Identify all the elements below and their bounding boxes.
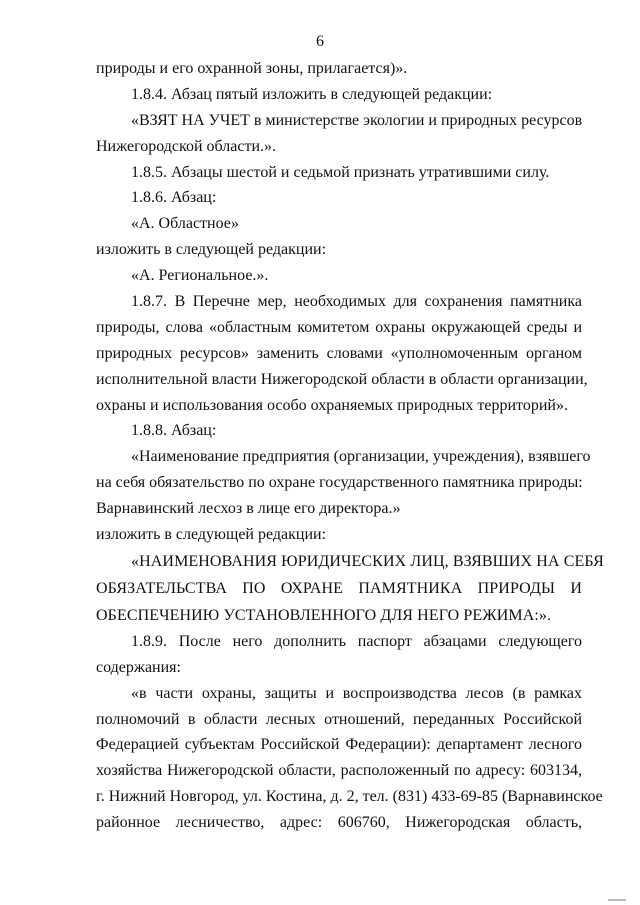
text-line: ОБЕСПЕЧЕНИЮ УСТАНОВЛЕННОГО ДЛЯ НЕГО РЕЖИМА:». — [96, 606, 552, 624]
text-line: Федерацией субъектам Российской Федерации): департамент лесного — [96, 736, 582, 754]
document-body — [96, 56, 604, 836]
text-line: исполнительной власти Нижегородской области в области организации, — [96, 370, 588, 388]
clause-heading: 1.8.4. Абзац пятый изложить в следующей редакции: — [131, 85, 493, 103]
text-line: районное лесничество, адрес: 606760, Нижегородская область, — [96, 814, 582, 832]
text-line: природных ресурсов» заменить словами «уполномоченным органом — [96, 344, 582, 362]
clause-heading: 1.8.6. Абзац: — [131, 189, 217, 207]
text-line: на себя обязательство по охране государственного памятника природы: — [96, 474, 583, 492]
text-line: «А. Областное» — [131, 215, 239, 233]
text-line: хозяйства Нижегородской области, расположенный по адресу: 603134, — [96, 762, 582, 780]
clause-heading: 1.8.7. В Перечне мер, необходимых для сохранения памятника — [131, 293, 582, 311]
page-number: 6 — [316, 33, 324, 50]
text-line: природы и его охранной зоны, прилагается)». — [96, 60, 408, 77]
text-line: изложить в следующей редакции: — [96, 241, 327, 259]
text-line: Варнавинский лесхоз в лице его директора.» — [96, 500, 401, 518]
text-line: «ВЗЯТ НА УЧЕТ в министерстве экологии и природных ресурсов — [131, 111, 583, 129]
scan-artifact — [608, 899, 626, 901]
text-line: Нижегородской области.». — [96, 137, 277, 155]
text-line: содержания: — [96, 658, 181, 676]
clause-heading: 1.8.9. После него дополнить паспорт абзацами следующего — [131, 632, 582, 650]
text-line: ОБЯЗАТЕЛЬСТВА ПО ОХРАНЕ ПАМЯТНИКА ПРИРОДЫ И — [96, 579, 582, 597]
text-line: «Наименование предприятия (организации, учреждения), взявшего — [131, 448, 591, 466]
clause-heading: 1.8.8. Абзац: — [131, 422, 217, 440]
text-line: изложить в следующей редакции: — [96, 526, 327, 544]
text-line: «НАИМЕНОВАНИЯ ЮРИДИЧЕСКИХ ЛИЦ, ВЗЯВШИХ НА СЕБЯ — [131, 552, 604, 570]
text-line: г. Нижний Новгород, ул. Костина, д. 2, тел. (831) 433-69-85 (Варнавинское — [96, 788, 603, 806]
text-line: природы, слова «областным комитетом охраны окружающей среды и — [96, 318, 582, 336]
text-line: «А. Региональное.». — [131, 267, 269, 285]
text-line: охраны и использования особо охраняемых природных территорий». — [96, 396, 568, 414]
text-line: «в части охраны, защиты и воспроизводства лесов (в рамках — [131, 684, 582, 702]
text-line: полномочий в области лесных отношений, переданных Российской — [96, 710, 582, 728]
clause-heading: 1.8.5. Абзацы шестой и седьмой признать утратившими силу. — [131, 163, 550, 181]
